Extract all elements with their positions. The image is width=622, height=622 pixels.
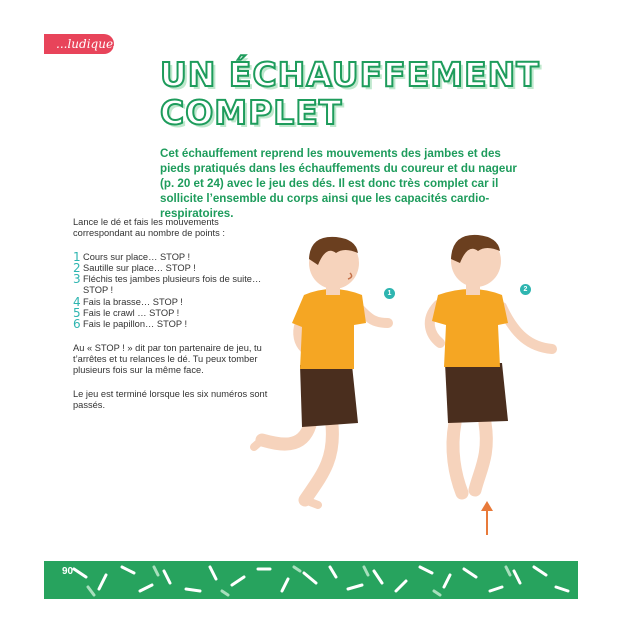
step-number: 4	[73, 294, 81, 309]
end-rule: Le jeu est terminé lorsque les six numéros sont passés.	[73, 388, 268, 410]
confetti-pattern	[44, 561, 578, 599]
page-title	[160, 56, 560, 132]
step-text: Sautille sur place… STOP !	[83, 262, 196, 273]
pose-label-1: 1	[384, 288, 395, 299]
intro-paragraph: Cet échauffement reprend les mouvements des jambes et des pieds pratiqués dans les échauffements du coureur et du nageur (p. 20 et 24) avec le jeu des dés. Il est donc très complet car il sollicite l’ensemble du corps ainsi que les capacités cardio-respiratoires.	[160, 147, 517, 220]
child-figure-2	[430, 235, 552, 493]
step-text: Fais le papillon… STOP !	[83, 319, 188, 330]
title-line-1: UN ÉCHAUFFEMENT	[160, 55, 540, 94]
step-number: 2	[73, 260, 81, 275]
child-figure-1	[254, 237, 388, 505]
step-number: 1	[73, 249, 81, 264]
step-text: Fléchis tes jambes plusieurs fois de suite… STOP !	[83, 274, 262, 296]
step-text: Cours sur place… STOP !	[83, 251, 191, 262]
step-text: Fais le crawl … STOP !	[83, 308, 180, 319]
title-line-2: COMPLET	[160, 93, 343, 132]
section-tag	[44, 34, 120, 54]
section-tag-label: ...ludiques	[56, 37, 120, 51]
stop-rule: Au « STOP ! » dit par ton partenaire de jeu, tu t’arrêtes et tu relances le dé. Tu peux tomber plusieurs fois sur la même face.	[73, 342, 262, 376]
step-number: 5	[73, 306, 81, 321]
instructions-lead: Lance le dé et fais les mouvements correspondant au nombre de points :	[73, 217, 225, 239]
page-number: 90	[62, 566, 74, 577]
step-number: 6	[73, 317, 81, 332]
step-text: Fais la brasse… STOP !	[83, 296, 183, 307]
exercise-illustration	[240, 225, 570, 545]
step-number: 3	[73, 272, 81, 287]
decorative-footer-band	[44, 561, 578, 599]
pose-label-2: 2	[520, 284, 531, 295]
jump-arrow-icon	[481, 501, 493, 535]
